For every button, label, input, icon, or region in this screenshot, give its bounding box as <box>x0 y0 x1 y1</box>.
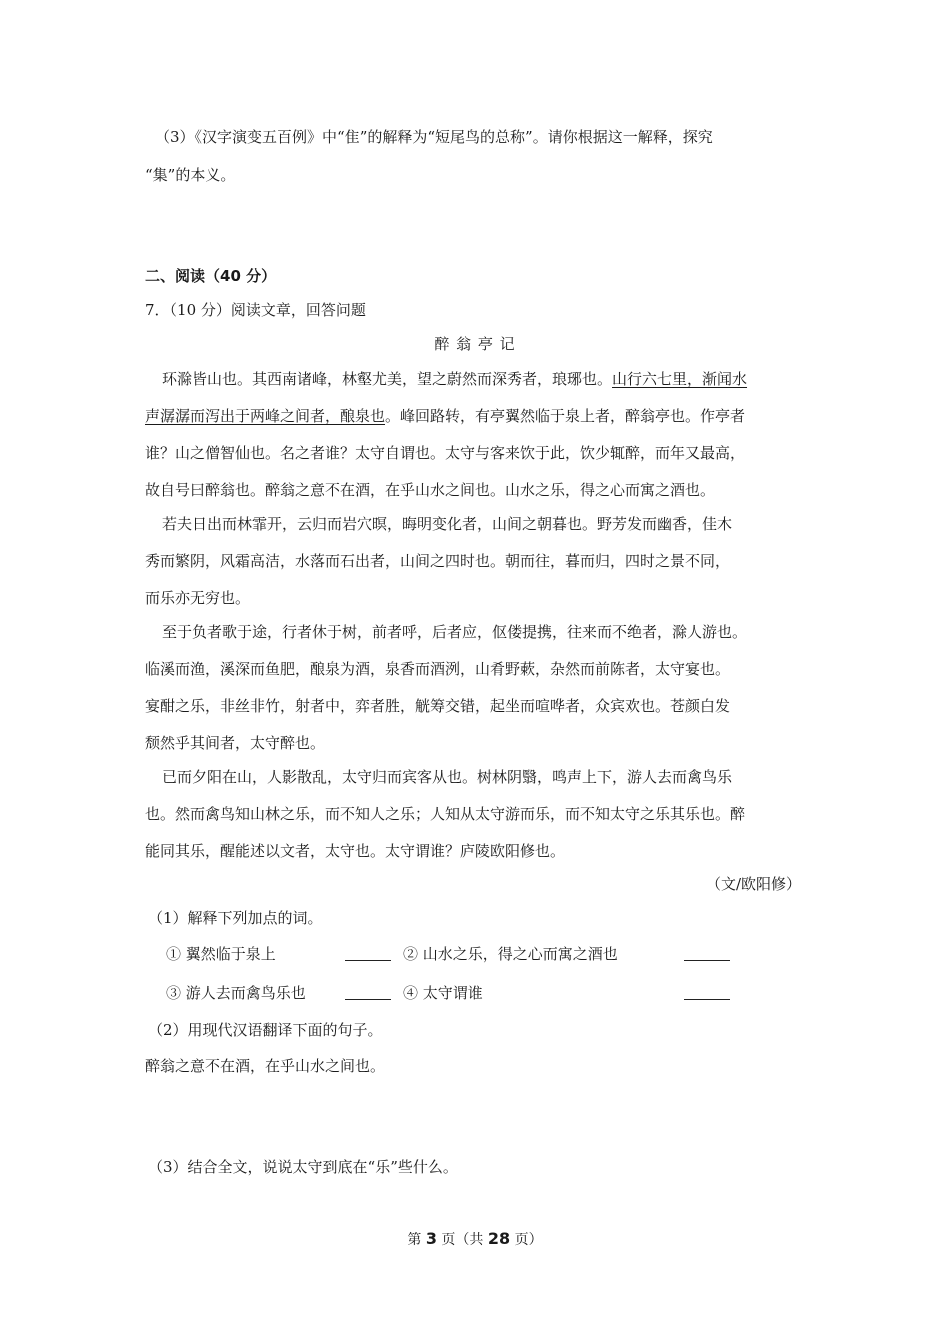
total-pages: 28 <box>487 1229 511 1248</box>
sub1-item3: ③ 游人去而禽鸟乐也 <box>166 984 306 1002</box>
p1-line2 <box>145 406 745 426</box>
footer-text: 页） <box>510 1232 543 1248</box>
p3-line4: 颓然乎其间者，太守醉也。 <box>145 734 326 752</box>
p1-text: 环滁皆山也。其西南诸峰，林壑尤美，望之蔚然而深秀者，琅琊也。 <box>162 370 613 388</box>
sub2-title: （2）用现代汉语翻译下面的句子。 <box>148 1021 383 1039</box>
p1-line1 <box>162 369 747 389</box>
sub1-title: （1）解释下列加点的词。 <box>148 909 323 927</box>
sub3-title: （3）结合全文，说说太守到底在“乐”些什么。 <box>148 1158 458 1176</box>
p1-line3: 谁？山之僧智仙也。名之者谁？太守自谓也。太守与客来饮于此，饮少辄醉，而年又最高， <box>145 444 746 462</box>
answer-blank[interactable] <box>345 999 391 1000</box>
page-footer <box>0 1229 950 1249</box>
p4-line3: 能同其乐，醒能述以文者，太守也。太守谓谁？庐陵欧阳修也。 <box>145 842 566 860</box>
question-stem: 7．（10 分）阅读文章，回答问题 <box>145 301 366 319</box>
q3-prev-line2: “集”的本义。 <box>145 166 236 184</box>
sub1-item2: ② 山水之乐，得之心而寓之酒也 <box>403 945 618 963</box>
q3-prev-line1: （3）《汉字演变五百例》中“隹”的解释为“短尾鸟的总称”。请你根据这一解释，探究 <box>155 128 713 146</box>
sub1-item4: ④ 太守谓谁 <box>403 984 483 1002</box>
p3-line1: 至于负者歌于途，行者休于树，前者呼，后者应，伛偻提携，往来而不绝者，滁人游也。 <box>162 623 748 641</box>
p2-line3: 而乐亦无穷也。 <box>145 589 251 607</box>
footer-text: 页（共 <box>436 1232 488 1248</box>
answer-blank[interactable] <box>684 999 730 1000</box>
p4-line1: 已而夕阳在山，人影散乱，太守归而宾客从也。树林阴翳，鸣声上下，游人去而禽鸟乐 <box>162 768 733 786</box>
p1-line4: 故自号曰醉翁也。醉翁之意不在酒，在乎山水之间也。山水之乐，得之心而寓之酒也。 <box>145 481 716 499</box>
sub2-sentence: 醉翁之意不在酒，在乎山水之间也。 <box>145 1057 386 1075</box>
page-number: 3 <box>425 1229 437 1248</box>
p2-line2: 秀而繁阴，风霜高洁，水落而石出者，山间之四时也。朝而往，暮而归，四时之景不同， <box>145 552 731 570</box>
answer-blank[interactable] <box>684 960 730 961</box>
p2-line1: 若夫日出而林霏开，云归而岩穴暝，晦明变化者，山间之朝暮也。野芳发而幽香，佳木 <box>162 515 733 533</box>
p3-line2: 临溪而渔，溪深而鱼肥，酿泉为酒，泉香而酒洌，山肴野蔌，杂然而前陈者，太守宴也。 <box>145 660 731 678</box>
article-author: （文/欧阳修） <box>706 875 802 893</box>
underlined-sentence: 声潺潺而泻出于两峰之间者，酿泉也 <box>145 407 386 425</box>
article-title: 醉 翁 亭 记 <box>434 335 516 353</box>
footer-text: 第 <box>407 1232 426 1248</box>
p4-line2: 也。然而禽鸟知山林之乐，而不知人之乐；人知从太守游而乐，而不知太守之乐其乐也。醉 <box>145 805 746 823</box>
sub1-item1: ① 翼然临于泉上 <box>166 945 276 963</box>
p3-line3: 宴酣之乐，非丝非竹，射者中，弈者胜，觥筹交错，起坐而喧哗者，众宾欢也。苍颜白发 <box>145 697 731 715</box>
answer-blank[interactable] <box>345 960 391 961</box>
p1-text: 。峰回路转，有亭翼然临于泉上者，醉翁亭也。作亭者 <box>385 407 746 425</box>
underlined-sentence: 山行六七里，渐闻水 <box>612 370 748 388</box>
section-title: 二、阅读（40 分） <box>145 267 277 285</box>
